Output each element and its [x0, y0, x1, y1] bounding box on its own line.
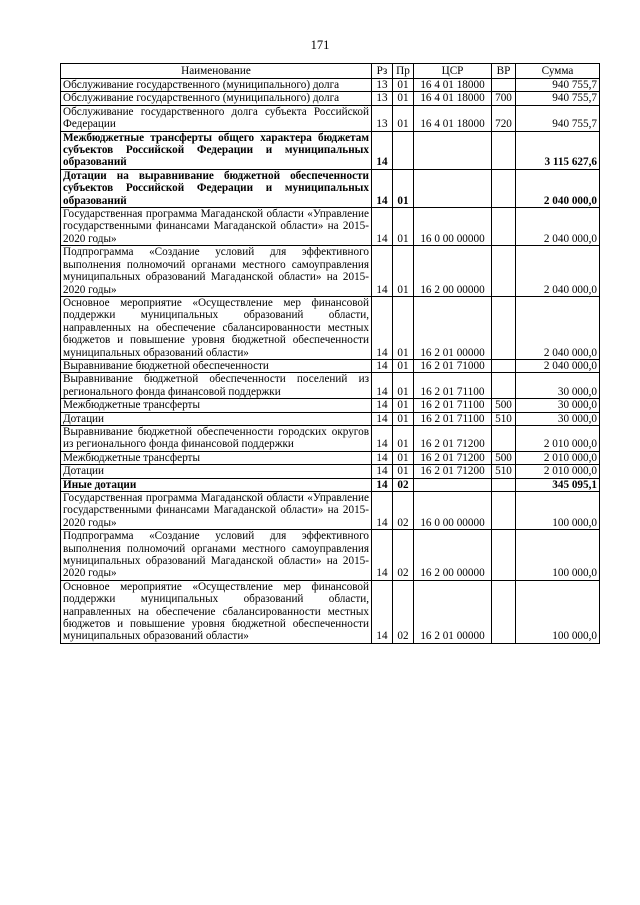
cell-sum: 2 040 000,0: [516, 296, 600, 359]
cell-rz: 13: [372, 105, 393, 131]
cell-rz: 14: [372, 492, 393, 530]
cell-vr: [492, 296, 516, 359]
table-row: [61, 92, 600, 105]
cell-sum: 100 000,0: [516, 530, 600, 581]
cell-rz: 14: [372, 359, 393, 372]
cell-sum: 30 000,0: [516, 373, 600, 399]
header-name: Наименование: [61, 64, 372, 79]
cell-sum: 940 755,7: [516, 92, 600, 105]
cell-vr: [492, 492, 516, 530]
cell-csr: [414, 169, 492, 207]
cell-name: Обслуживание государственного (муниципального) долга: [61, 92, 372, 105]
cell-sum: 2 010 000,0: [516, 451, 600, 464]
table-row: [61, 373, 600, 399]
table-row: [61, 296, 600, 359]
page-number: 171: [310, 38, 330, 52]
cell-vr: [492, 478, 516, 491]
cell-sum: 2 010 000,0: [516, 465, 600, 478]
cell-csr: 16 2 01 71200: [414, 465, 492, 478]
cell-csr: 16 2 01 00000: [414, 580, 492, 643]
table-row: [61, 131, 600, 169]
cell-sum: 3 115 627,6: [516, 131, 600, 169]
table-header-row: [61, 64, 600, 79]
cell-name: Государственная программа Магаданской области «Управление государственными финансами Магаданской области» на 2015-2020 годы»: [61, 492, 372, 530]
cell-sum: 2 040 000,0: [516, 208, 600, 246]
cell-vr: 500: [492, 399, 516, 412]
cell-rz: 13: [372, 92, 393, 105]
cell-rz: 14: [372, 208, 393, 246]
cell-pr: 01: [393, 246, 414, 297]
cell-csr: 16 2 01 71100: [414, 399, 492, 412]
cell-sum: 345 095,1: [516, 478, 600, 491]
cell-pr: 02: [393, 580, 414, 643]
header-vr: ВР: [492, 64, 516, 79]
table-row: [61, 246, 600, 297]
cell-pr: 02: [393, 492, 414, 530]
cell-pr: 02: [393, 478, 414, 491]
cell-rz: 14: [372, 246, 393, 297]
cell-pr: 01: [393, 465, 414, 478]
cell-name: Основное мероприятие «Осуществление мер финансовой поддержки муниципальных образований области, направленных на обеспечение сбалансированности местных бюджетов и повышение уровня бюджетной обеспеченности муниципальных образований области»: [61, 296, 372, 359]
cell-vr: [492, 359, 516, 372]
cell-vr: [492, 246, 516, 297]
cell-csr: 16 2 01 71200: [414, 451, 492, 464]
cell-csr: 16 2 01 71200: [414, 425, 492, 451]
cell-rz: 14: [372, 530, 393, 581]
cell-name: Межбюджетные трансферты общего характера бюджетам субъектов Российской Федерации и муниципальных образований: [61, 131, 372, 169]
cell-csr: [414, 131, 492, 169]
cell-sum: 2 040 000,0: [516, 246, 600, 297]
cell-sum: 30 000,0: [516, 412, 600, 425]
cell-sum: 100 000,0: [516, 580, 600, 643]
cell-pr: 01: [393, 105, 414, 131]
cell-pr: 01: [393, 169, 414, 207]
table-row: [61, 169, 600, 207]
cell-rz: 14: [372, 465, 393, 478]
cell-csr: 16 2 01 71100: [414, 412, 492, 425]
cell-pr: [393, 131, 414, 169]
cell-sum: 30 000,0: [516, 399, 600, 412]
cell-vr: [492, 580, 516, 643]
header-csr: ЦСР: [414, 64, 492, 79]
cell-vr: [492, 131, 516, 169]
table-row: [61, 79, 600, 92]
table-row: [61, 530, 600, 581]
cell-pr: 01: [393, 208, 414, 246]
cell-pr: 01: [393, 451, 414, 464]
cell-vr: [492, 169, 516, 207]
cell-rz: 14: [372, 451, 393, 464]
table-row: [61, 492, 600, 530]
cell-sum: 100 000,0: [516, 492, 600, 530]
table-row: [61, 425, 600, 451]
cell-name: Дотации: [61, 412, 372, 425]
budget-table: [60, 63, 600, 644]
cell-name: Обслуживание государственного (муниципального) долга: [61, 79, 372, 92]
cell-csr: 16 0 00 00000: [414, 492, 492, 530]
table-row: [61, 412, 600, 425]
cell-pr: 02: [393, 530, 414, 581]
cell-vr: 510: [492, 465, 516, 478]
cell-rz: 14: [372, 478, 393, 491]
cell-name: Иные дотации: [61, 478, 372, 491]
cell-name: Выравнивание бюджетной обеспеченности: [61, 359, 372, 372]
table-row: [61, 399, 600, 412]
cell-csr: 16 0 00 00000: [414, 208, 492, 246]
cell-csr: [414, 478, 492, 491]
table-row: [61, 105, 600, 131]
cell-vr: [492, 425, 516, 451]
cell-name: Подпрограмма «Создание условий для эффективного выполнения полномочий органами местного самоуправления муниципальных образований Магаданской области» на 2015-2020 годы»: [61, 530, 372, 581]
cell-pr: 01: [393, 92, 414, 105]
cell-rz: 14: [372, 425, 393, 451]
cell-pr: 01: [393, 296, 414, 359]
table-row: [61, 478, 600, 491]
cell-csr: 16 2 00 00000: [414, 246, 492, 297]
cell-pr: 01: [393, 359, 414, 372]
cell-csr: 16 2 01 71100: [414, 373, 492, 399]
table-row: [61, 580, 600, 643]
cell-rz: 14: [372, 169, 393, 207]
header-rz: Рз: [372, 64, 393, 79]
table-body: [61, 79, 600, 644]
cell-vr: [492, 530, 516, 581]
cell-sum: 940 755,7: [516, 79, 600, 92]
cell-pr: 01: [393, 412, 414, 425]
cell-rz: 14: [372, 131, 393, 169]
cell-rz: 14: [372, 373, 393, 399]
cell-csr: 16 2 01 71000: [414, 359, 492, 372]
cell-csr: 16 2 00 00000: [414, 530, 492, 581]
table-row: [61, 451, 600, 464]
header-pr: Пр: [393, 64, 414, 79]
cell-rz: 14: [372, 399, 393, 412]
cell-vr: 720: [492, 105, 516, 131]
cell-sum: 940 755,7: [516, 105, 600, 131]
cell-name: Межбюджетные трансферты: [61, 399, 372, 412]
cell-csr: 16 2 01 00000: [414, 296, 492, 359]
cell-vr: [492, 79, 516, 92]
cell-rz: 13: [372, 79, 393, 92]
cell-rz: 14: [372, 580, 393, 643]
cell-sum: 2 010 000,0: [516, 425, 600, 451]
cell-name: Выравнивание бюджетной обеспеченности поселений из регионального фонда финансовой поддержки: [61, 373, 372, 399]
cell-name: Дотации: [61, 465, 372, 478]
cell-rz: 14: [372, 296, 393, 359]
cell-pr: 01: [393, 373, 414, 399]
cell-name: Основное мероприятие «Осуществление мер финансовой поддержки муниципальных образований области, направленных на обеспечение сбалансированности местных бюджетов и повышение уровня бюджетной обеспеченности муниципальных образований области»: [61, 580, 372, 643]
cell-name: Обслуживание государственного долга субъекта Российской Федерации: [61, 105, 372, 131]
cell-csr: 16 4 01 18000: [414, 92, 492, 105]
cell-rz: 14: [372, 412, 393, 425]
cell-name: Выравнивание бюджетной обеспеченности городских округов из регионального фонда финансовой поддержки: [61, 425, 372, 451]
cell-pr: 01: [393, 425, 414, 451]
cell-pr: 01: [393, 399, 414, 412]
table-row: [61, 465, 600, 478]
cell-vr: [492, 373, 516, 399]
cell-csr: 16 4 01 18000: [414, 105, 492, 131]
cell-pr: 01: [393, 79, 414, 92]
cell-vr: 700: [492, 92, 516, 105]
cell-name: Подпрограмма «Создание условий для эффективного выполнения полномочий органами местного самоуправления муниципальных образований Магаданской области» на 2015-2020 годы»: [61, 246, 372, 297]
cell-sum: 2 040 000,0: [516, 359, 600, 372]
table-row: [61, 208, 600, 246]
cell-csr: 16 4 01 18000: [414, 79, 492, 92]
cell-vr: 510: [492, 412, 516, 425]
cell-name: Дотации на выравнивание бюджетной обеспеченности субъектов Российской Федерации и муниципальных образований: [61, 169, 372, 207]
cell-vr: 500: [492, 451, 516, 464]
header-sum: Сумма: [516, 64, 600, 79]
cell-name: Государственная программа Магаданской области «Управление государственными финансами Магаданской области» на 2015-2020 годы»: [61, 208, 372, 246]
cell-vr: [492, 208, 516, 246]
table-row: [61, 359, 600, 372]
cell-name: Межбюджетные трансферты: [61, 451, 372, 464]
cell-sum: 2 040 000,0: [516, 169, 600, 207]
